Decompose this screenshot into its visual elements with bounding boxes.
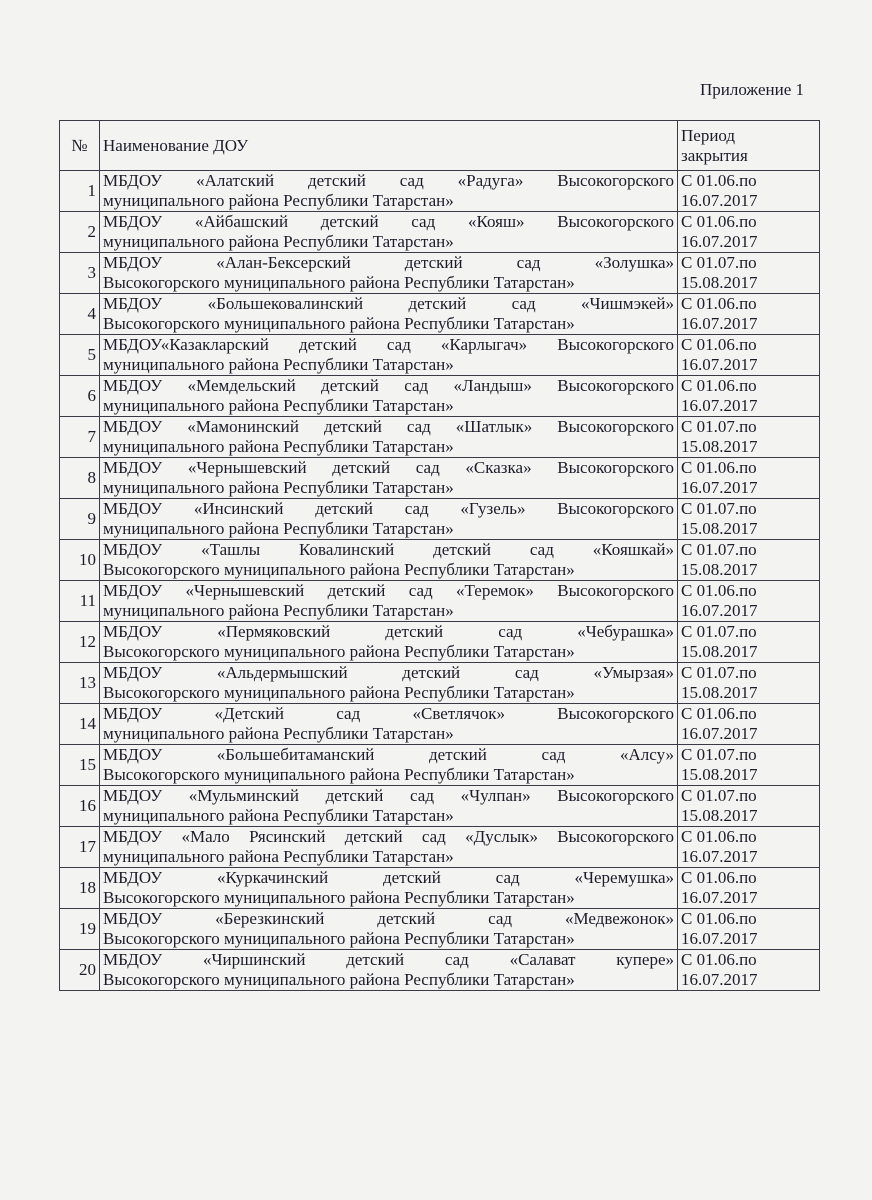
row-period bbox=[678, 294, 820, 335]
row-name-line1: МБДОУ «Альдермышский детский сад «Умырзая» bbox=[103, 663, 674, 682]
row-name bbox=[100, 212, 678, 253]
row-period-end: 16.07.2017 bbox=[681, 314, 758, 333]
table-row bbox=[60, 212, 820, 253]
header-period-line1: Период bbox=[681, 125, 736, 145]
row-name-line2: Высокогорского муниципального района Республики Татарстан» bbox=[103, 970, 575, 989]
row-number: 14 bbox=[60, 704, 100, 745]
row-name bbox=[100, 540, 678, 581]
row-period-start: С 01.06.по bbox=[681, 581, 757, 600]
kindergarten-closure-table bbox=[59, 120, 820, 991]
row-name bbox=[100, 909, 678, 950]
row-period-end: 16.07.2017 bbox=[681, 355, 758, 374]
row-name-line1: МБДОУ «Инсинский детский сад «Гузель» Высокогорского bbox=[103, 499, 674, 518]
table-row bbox=[60, 704, 820, 745]
row-period-end: 16.07.2017 bbox=[681, 232, 758, 251]
row-name bbox=[100, 581, 678, 622]
row-period-end: 16.07.2017 bbox=[681, 191, 758, 210]
header-period-line2: закрытия bbox=[681, 145, 748, 165]
row-name-line2: муниципального района Республики Татарстан» bbox=[103, 232, 454, 251]
header-name: Наименование ДОУ bbox=[100, 121, 678, 171]
row-period-end: 16.07.2017 bbox=[681, 396, 758, 415]
row-name bbox=[100, 294, 678, 335]
row-number: 9 bbox=[60, 499, 100, 540]
table-row bbox=[60, 499, 820, 540]
table-row bbox=[60, 909, 820, 950]
row-period-end: 16.07.2017 bbox=[681, 970, 758, 989]
row-name bbox=[100, 376, 678, 417]
row-number: 17 bbox=[60, 827, 100, 868]
row-name-line1: МБДОУ «Айбашский детский сад «Кояш» Высокогорского bbox=[103, 212, 674, 231]
header-period bbox=[678, 121, 820, 171]
row-name-line2: муниципального района Республики Татарстан» bbox=[103, 437, 454, 456]
table-row bbox=[60, 622, 820, 663]
row-period-end: 15.08.2017 bbox=[681, 806, 758, 825]
row-name-line1: МБДОУ«Казакларский детский сад «Карлыгач» Высокогорского bbox=[103, 335, 674, 354]
row-period-end: 15.08.2017 bbox=[681, 765, 758, 784]
row-period bbox=[678, 622, 820, 663]
row-name-line1: МБДОУ «Мульминский детский сад «Чулпан» Высокогорского bbox=[103, 786, 674, 805]
row-period bbox=[678, 581, 820, 622]
row-period-start: С 01.07.по bbox=[681, 622, 757, 641]
row-name bbox=[100, 253, 678, 294]
row-period-start: С 01.07.по bbox=[681, 663, 757, 682]
row-number: 18 bbox=[60, 868, 100, 909]
row-name-line2: муниципального района Республики Татарстан» bbox=[103, 191, 454, 210]
row-period-start: С 01.07.по bbox=[681, 786, 757, 805]
appendix-label: Приложение 1 bbox=[700, 80, 804, 99]
row-period-start: С 01.06.по bbox=[681, 950, 757, 969]
row-name bbox=[100, 417, 678, 458]
row-period-start: С 01.06.по bbox=[681, 827, 757, 846]
table-row bbox=[60, 458, 820, 499]
row-name-line1: МБДОУ «Алатский детский сад «Радуга» Высокогорского bbox=[103, 171, 674, 190]
row-period-start: С 01.07.по bbox=[681, 745, 757, 764]
row-name-line2: Высокогорского муниципального района Республики Татарстан» bbox=[103, 929, 575, 948]
table-row bbox=[60, 827, 820, 868]
row-period-end: 16.07.2017 bbox=[681, 888, 758, 907]
row-number: 6 bbox=[60, 376, 100, 417]
row-period bbox=[678, 458, 820, 499]
table-row bbox=[60, 950, 820, 991]
row-period bbox=[678, 417, 820, 458]
row-name bbox=[100, 499, 678, 540]
row-period-start: С 01.06.по bbox=[681, 868, 757, 887]
row-number: 13 bbox=[60, 663, 100, 704]
row-period-end: 16.07.2017 bbox=[681, 929, 758, 948]
row-name-line1: МБДОУ «Мамонинский детский сад «Шатлык» Высокогорского bbox=[103, 417, 674, 436]
row-name-line1: МБДОУ «Алан-Бексерский детский сад «Золушка» bbox=[103, 253, 674, 272]
row-period-start: С 01.06.по bbox=[681, 458, 757, 477]
row-name bbox=[100, 868, 678, 909]
row-number: 3 bbox=[60, 253, 100, 294]
table-row bbox=[60, 786, 820, 827]
row-name bbox=[100, 704, 678, 745]
row-period-end: 15.08.2017 bbox=[681, 642, 758, 661]
row-number: 2 bbox=[60, 212, 100, 253]
row-period-start: С 01.06.по bbox=[681, 704, 757, 723]
row-period-end: 16.07.2017 bbox=[681, 847, 758, 866]
row-period-end: 15.08.2017 bbox=[681, 683, 758, 702]
header-number: № bbox=[60, 121, 100, 171]
row-name-line1: МБДОУ «Чиршинский детский сад «Салават купере» bbox=[103, 950, 674, 969]
row-period bbox=[678, 745, 820, 786]
row-name bbox=[100, 663, 678, 704]
row-number: 4 bbox=[60, 294, 100, 335]
row-period-end: 15.08.2017 bbox=[681, 519, 758, 538]
row-period-end: 16.07.2017 bbox=[681, 478, 758, 497]
row-period bbox=[678, 827, 820, 868]
row-name-line2: муниципального района Республики Татарстан» bbox=[103, 601, 454, 620]
row-number: 5 bbox=[60, 335, 100, 376]
row-number: 15 bbox=[60, 745, 100, 786]
table-row bbox=[60, 294, 820, 335]
row-name bbox=[100, 950, 678, 991]
row-period-start: С 01.06.по bbox=[681, 212, 757, 231]
row-number: 10 bbox=[60, 540, 100, 581]
row-number: 11 bbox=[60, 581, 100, 622]
row-period-start: С 01.06.по bbox=[681, 335, 757, 354]
table-row bbox=[60, 253, 820, 294]
row-number: 20 bbox=[60, 950, 100, 991]
row-period-start: С 01.07.по bbox=[681, 499, 757, 518]
row-period bbox=[678, 868, 820, 909]
row-number: 16 bbox=[60, 786, 100, 827]
row-name-line2: муниципального района Республики Татарстан» bbox=[103, 519, 454, 538]
row-period bbox=[678, 171, 820, 212]
row-period-end: 15.08.2017 bbox=[681, 273, 758, 292]
row-name-line2: Высокогорского муниципального района Республики Татарстан» bbox=[103, 642, 575, 661]
table-row bbox=[60, 335, 820, 376]
row-number: 7 bbox=[60, 417, 100, 458]
row-name-line2: Высокогорского муниципального района Республики Татарстан» bbox=[103, 314, 575, 333]
row-name-line1: МБДОУ «Куркачинский детский сад «Черемушка» bbox=[103, 868, 674, 887]
row-name bbox=[100, 786, 678, 827]
row-period-end: 16.07.2017 bbox=[681, 724, 758, 743]
row-number: 1 bbox=[60, 171, 100, 212]
row-period bbox=[678, 212, 820, 253]
row-period bbox=[678, 909, 820, 950]
row-period-start: С 01.06.по bbox=[681, 294, 757, 313]
row-period-start: С 01.06.по bbox=[681, 909, 757, 928]
row-name-line2: муниципального района Республики Татарстан» bbox=[103, 478, 454, 497]
row-period bbox=[678, 540, 820, 581]
row-name-line1: МБДОУ «Большековалинский детский сад «Чишмэкей» bbox=[103, 294, 674, 313]
row-name-line2: Высокогорского муниципального района Республики Татарстан» bbox=[103, 765, 575, 784]
row-name-line1: МБДОУ «Чернышевский детский сад «Сказка» Высокогорского bbox=[103, 458, 674, 477]
row-period-end: 15.08.2017 bbox=[681, 560, 758, 579]
row-name bbox=[100, 335, 678, 376]
row-period bbox=[678, 253, 820, 294]
row-name-line1: МБДОУ «Мемдельский детский сад «Ландыш» Высокогорского bbox=[103, 376, 674, 395]
row-period-end: 15.08.2017 bbox=[681, 437, 758, 456]
table-row bbox=[60, 868, 820, 909]
row-name-line2: Высокогорского муниципального района Республики Татарстан» bbox=[103, 273, 575, 292]
table-row bbox=[60, 417, 820, 458]
table-row bbox=[60, 540, 820, 581]
row-period bbox=[678, 376, 820, 417]
row-period bbox=[678, 499, 820, 540]
row-period-start: С 01.06.по bbox=[681, 171, 757, 190]
row-number: 19 bbox=[60, 909, 100, 950]
row-name-line2: муниципального района Республики Татарстан» bbox=[103, 724, 454, 743]
row-period bbox=[678, 663, 820, 704]
row-name bbox=[100, 745, 678, 786]
row-period-start: С 01.06.по bbox=[681, 376, 757, 395]
row-name-line2: муниципального района Республики Татарстан» bbox=[103, 396, 454, 415]
row-name-line1: МБДОУ «Мало Рясинский детский сад «Дуслык» Высокогорского bbox=[103, 827, 674, 846]
row-name-line1: МБДОУ «Большебитаманский детский сад «Алсу» bbox=[103, 745, 674, 764]
row-number: 12 bbox=[60, 622, 100, 663]
row-name bbox=[100, 827, 678, 868]
table-row bbox=[60, 745, 820, 786]
row-name-line2: муниципального района Республики Татарстан» bbox=[103, 355, 454, 374]
table-header-row bbox=[60, 121, 820, 171]
row-period bbox=[678, 950, 820, 991]
row-name-line1: МБДОУ «Чернышевский детский сад «Теремок» Высокогорского bbox=[103, 581, 674, 600]
table-row bbox=[60, 663, 820, 704]
row-name-line1: МБДОУ «Детский сад «Светлячок» Высокогорского bbox=[103, 704, 674, 723]
row-name-line1: МБДОУ «Ташлы Ковалинский детский сад «Кояшкай» bbox=[103, 540, 674, 559]
table-row bbox=[60, 171, 820, 212]
row-period-start: С 01.07.по bbox=[681, 540, 757, 559]
row-period-end: 16.07.2017 bbox=[681, 601, 758, 620]
table-row bbox=[60, 581, 820, 622]
row-name bbox=[100, 171, 678, 212]
row-period-start: С 01.07.по bbox=[681, 253, 757, 272]
row-name-line1: МБДОУ «Березкинский детский сад «Медвежонок» bbox=[103, 909, 674, 928]
row-name-line1: МБДОУ «Пермяковский детский сад «Чебурашка» bbox=[103, 622, 674, 641]
row-name-line2: муниципального района Республики Татарстан» bbox=[103, 847, 454, 866]
row-name-line2: Высокогорского муниципального района Республики Татарстан» bbox=[103, 683, 575, 702]
row-period bbox=[678, 335, 820, 376]
row-name-line2: муниципального района Республики Татарстан» bbox=[103, 806, 454, 825]
row-period bbox=[678, 786, 820, 827]
row-name bbox=[100, 622, 678, 663]
row-name bbox=[100, 458, 678, 499]
table-row bbox=[60, 376, 820, 417]
row-period bbox=[678, 704, 820, 745]
row-name-line2: Высокогорского муниципального района Республики Татарстан» bbox=[103, 888, 575, 907]
row-name-line2: Высокогорского муниципального района Республики Татарстан» bbox=[103, 560, 575, 579]
row-period-start: С 01.07.по bbox=[681, 417, 757, 436]
row-number: 8 bbox=[60, 458, 100, 499]
